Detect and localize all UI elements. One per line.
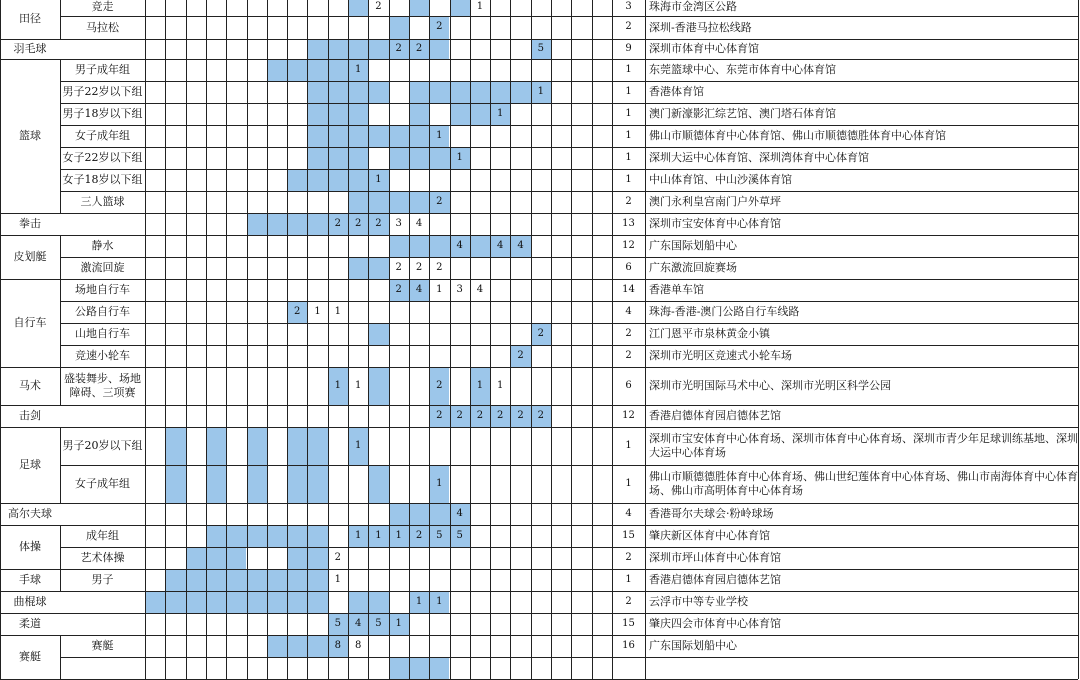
sport-label: 拳击 [19, 217, 41, 231]
grid-gap [60, 592, 61, 613]
shaded-day-cell [247, 465, 267, 503]
venue-text: 香港体育馆 [649, 85, 704, 99]
grid-line [60, 525, 1078, 526]
venue-text: 广东国际划船中心 [649, 639, 737, 653]
event-total: 2 [625, 349, 632, 361]
medal-count: 1 [354, 63, 362, 75]
medal-count: 4 [354, 617, 362, 629]
grid-line [60, 147, 1078, 148]
medal-count: 2 [476, 409, 484, 421]
grid-line [60, 367, 1078, 368]
sport-label: 自行车 [13, 316, 47, 330]
event-label: 竞速小轮车 [75, 349, 130, 363]
venue-text: 广东激流回旋赛场 [649, 261, 737, 275]
grid-line [287, 0, 288, 679]
medal-count: 1 [456, 151, 463, 163]
sport-label: 柔道 [19, 617, 41, 631]
sport-label: 击剑 [19, 409, 41, 423]
grid-line [145, 0, 146, 679]
medal-count: 1 [375, 173, 382, 185]
event-label: 女子22岁以下组 [62, 151, 143, 165]
medal-count: 1 [476, 0, 484, 12]
event-total: 4 [625, 305, 632, 317]
medal-count: 1 [314, 305, 321, 317]
event-label: 激流回旋 [80, 261, 125, 275]
grid-line [60, 81, 1078, 82]
shaded-day-cell [409, 0, 429, 16]
medal-count: 1 [334, 379, 342, 391]
shaded-day-cell [206, 427, 226, 465]
grid-line [0, 613, 60, 614]
event-total: 3 [625, 0, 632, 12]
medal-count: 2 [395, 261, 402, 273]
medal-count: 3 [395, 217, 402, 229]
event-total: 1 [625, 573, 632, 585]
medal-count: 1 [497, 107, 504, 119]
grid-line [60, 103, 1078, 104]
event-label: 男子18岁以下组 [62, 107, 143, 121]
grid-line [60, 191, 1078, 192]
grid-line [60, 345, 1078, 346]
medal-count: 2 [436, 409, 443, 421]
event-total: 4 [625, 507, 632, 519]
event-label: 盛装舞步、场地障碍、三项赛 [64, 372, 141, 399]
event-total: 1 [625, 129, 632, 141]
event-total: 2 [625, 551, 632, 563]
grid-line [0, 235, 60, 236]
medal-count: 1 [334, 573, 342, 585]
grid-line [60, 279, 1078, 280]
medal-count: 1 [436, 477, 443, 489]
shaded-day-cell [368, 323, 388, 345]
medal-count: 4 [415, 283, 423, 295]
shaded-day-cell [165, 465, 185, 503]
grid-line [409, 0, 410, 679]
medal-count: 2 [334, 217, 342, 229]
medal-count: 8 [354, 639, 362, 651]
medal-count: 1 [436, 129, 443, 141]
grid-line [226, 0, 227, 679]
event-label: 竞走 [91, 0, 114, 14]
grid-line [186, 0, 187, 679]
event-total: 1 [625, 107, 632, 119]
grid-line [1078, 0, 1079, 679]
medal-count: 2 [436, 261, 443, 273]
shaded-day-cell [368, 367, 388, 405]
sport-label: 赛艇 [19, 650, 41, 664]
sport-label: 马术 [19, 379, 41, 393]
grid-gap [60, 214, 61, 235]
event-total: 15 [622, 529, 635, 541]
medal-count: 1 [497, 379, 504, 391]
grid-line [60, 301, 1078, 302]
venue-text: 深圳市宝安体育中心体育馆 [649, 217, 781, 231]
event-total: 13 [622, 217, 635, 229]
venue-text: 香港启德体育园启德体艺馆 [649, 409, 781, 423]
shaded-day-cell [165, 427, 185, 465]
grid-line [60, 657, 1078, 658]
event-label: 场地自行车 [75, 283, 130, 297]
event-total: 1 [625, 173, 632, 185]
event-label: 山地自行车 [75, 327, 130, 341]
medal-count: 2 [517, 349, 524, 361]
grid-gap [60, 406, 61, 427]
grid-line [592, 0, 593, 679]
grid-line [307, 0, 308, 679]
venue-text: 珠海市金湾区公路 [649, 0, 737, 14]
event-total: 1 [625, 477, 632, 489]
grid-line [328, 0, 329, 679]
medal-count: 5 [537, 42, 545, 54]
grid-line [551, 0, 552, 679]
grid-line [490, 0, 491, 679]
sport-label: 田径 [19, 11, 41, 25]
grid-line [60, 257, 1078, 258]
medal-count: 8 [334, 639, 342, 651]
venue-text: 深圳市光明国际马术中心、深圳市光明区科学公园 [649, 379, 891, 393]
grid-line [0, 427, 60, 428]
sport-label: 篮球 [19, 129, 41, 143]
grid-line [429, 0, 430, 679]
medal-count: 2 [415, 261, 423, 273]
venue-text: 深圳市宝安体育中心体育场、深圳市体育中心体育场、深圳市青少年足球训练基地、深圳大运中心体育场 [649, 432, 1078, 459]
medal-count: 1 [334, 305, 342, 317]
medal-count: 4 [456, 507, 463, 519]
venue-text: 肇庆新区体育中心体育馆 [649, 529, 770, 543]
medal-count: 2 [537, 327, 545, 339]
sport-label: 手球 [19, 573, 41, 587]
grid-line [60, 169, 1078, 170]
medal-count: 2 [497, 409, 504, 421]
venue-text: 香港启德体育园启德体艺馆 [649, 573, 781, 587]
grid-line [0, 525, 60, 526]
sport-label: 羽毛球 [13, 42, 47, 56]
venue-text: 香港哥尔夫球会·粉岭球场 [649, 507, 774, 521]
event-label: 女子18岁以下组 [62, 173, 143, 187]
medal-count: 1 [354, 439, 362, 451]
grid-line [60, 569, 1078, 570]
medal-count: 2 [375, 0, 382, 12]
grid-line [0, 39, 60, 40]
shaded-day-cell [409, 103, 429, 125]
event-label: 男子 [91, 573, 114, 587]
grid-line [60, 547, 1078, 548]
medal-count: 2 [456, 409, 463, 421]
venue-text: 佛山市顺德德胜体育中心体育场、佛山世纪莲体育中心体育场、佛山市南海体育中心体育场、佛山市高明体育中心体育场 [649, 470, 1078, 497]
event-total: 12 [622, 409, 635, 421]
shaded-day-cell [247, 427, 267, 465]
grid-line [165, 0, 166, 679]
event-total: 2 [625, 327, 632, 339]
venue-text: 澳门永利皇宫南门户外草坪 [649, 195, 781, 209]
sport-label: 曲棍球 [13, 595, 47, 609]
grid-line [0, 367, 60, 368]
grid-line [348, 0, 349, 679]
grid-line [510, 0, 511, 679]
grid-line [531, 0, 532, 679]
venue-text: 深圳市光明区竞速式小轮车场 [649, 349, 792, 363]
shaded-day-cell [307, 147, 368, 169]
shaded-day-cell [307, 103, 368, 125]
medal-count: 2 [517, 409, 524, 421]
medal-count: 2 [537, 409, 545, 421]
grid-line [60, 125, 1078, 126]
grid-line [0, 503, 60, 504]
grid-line [60, 39, 1078, 40]
venue-text: 佛山市顺德体育中心体育馆、佛山市顺德德胜体育中心体育馆 [649, 129, 946, 143]
medal-count: 2 [415, 529, 423, 541]
grid-line [60, 635, 1078, 636]
medal-count: 2 [395, 42, 402, 54]
venue-text: 江门恩平市泉林黄金小镇 [649, 327, 770, 341]
event-label: 艺术体操 [80, 551, 125, 565]
medal-count: 1 [476, 379, 484, 391]
grid-line [60, 503, 1078, 504]
grid-line [267, 0, 268, 679]
venue-text: 肇庆四会市体育中心体育馆 [649, 617, 781, 631]
medal-count: 3 [456, 283, 463, 295]
medal-count: 4 [497, 239, 504, 251]
medal-count: 2 [415, 42, 423, 54]
event-total: 6 [625, 261, 632, 273]
grid-line [60, 405, 1078, 406]
event-label: 男子20岁以下组 [62, 439, 143, 453]
shaded-day-cell [389, 657, 450, 679]
medal-count: 5 [334, 617, 342, 629]
grid-line [206, 0, 207, 679]
event-label: 静水 [91, 239, 114, 253]
medal-count: 5 [375, 617, 382, 629]
grid-line [60, 465, 1078, 466]
grid-line [60, 16, 1078, 17]
grid-line [0, 213, 60, 214]
grid-line [60, 0, 61, 679]
medal-count: 1 [537, 85, 545, 97]
event-label: 赛艇 [91, 639, 114, 653]
event-label: 成年组 [86, 529, 119, 543]
medal-count: 1 [354, 529, 362, 541]
grid-line [60, 59, 1078, 60]
event-total: 16 [622, 639, 635, 651]
medal-count: 5 [456, 529, 463, 541]
shaded-day-cell [145, 591, 328, 613]
grid-line [0, 591, 60, 592]
grid-line [247, 0, 248, 679]
grid-line [368, 0, 369, 679]
grid-line [0, 0, 1, 679]
grid-line [0, 279, 60, 280]
sport-label: 体操 [19, 540, 41, 554]
venue-text: 深圳市体育中心体育馆 [649, 42, 759, 56]
grid-line [0, 635, 60, 636]
medal-count: 1 [395, 617, 402, 629]
event-total: 9 [625, 42, 632, 54]
medal-count: 2 [395, 283, 402, 295]
grid-line [571, 0, 572, 679]
shaded-day-cell [186, 547, 247, 569]
shaded-day-cell [368, 465, 388, 503]
grid-line [60, 235, 1078, 236]
grid-gap [60, 40, 61, 59]
medal-count: 4 [415, 217, 423, 229]
event-total: 15 [622, 617, 635, 629]
event-label: 男子成年组 [75, 63, 130, 77]
event-total: 6 [625, 379, 632, 391]
venue-text: 香港单车馆 [649, 283, 704, 297]
medal-count: 4 [476, 283, 484, 295]
medal-count: 2 [354, 217, 362, 229]
event-label: 男子22岁以下组 [62, 85, 143, 99]
medal-count: 2 [436, 379, 443, 391]
medal-count: 1 [375, 529, 382, 541]
medal-count: 2 [294, 305, 301, 317]
grid-line [0, 59, 60, 60]
venue-text: 中山体育馆、中山沙溪体育馆 [649, 173, 792, 187]
event-total: 2 [625, 595, 632, 607]
shaded-day-cell [450, 0, 470, 16]
grid-line [645, 0, 646, 679]
grid-line [60, 323, 1078, 324]
venue-text: 广东国际划船中心 [649, 239, 737, 253]
event-label: 公路自行车 [75, 305, 130, 319]
shaded-day-cell [409, 81, 429, 103]
event-total: 14 [622, 283, 635, 295]
shaded-day-cell [389, 16, 409, 39]
venue-text: 东莞篮球中心、东莞市体育中心体育馆 [649, 63, 836, 77]
sport-label: 足球 [19, 458, 41, 472]
medal-count: 4 [456, 239, 463, 251]
grid-line [470, 0, 471, 679]
event-total: 1 [625, 151, 632, 163]
medal-count: 4 [517, 239, 524, 251]
venue-text: 深圳大运中心体育馆、深圳湾体育中心体育馆 [649, 151, 869, 165]
grid-line [60, 613, 1078, 614]
medal-count: 2 [375, 217, 382, 229]
event-total: 12 [622, 239, 635, 251]
venue-text: 深圳-香港马拉松线路 [649, 20, 752, 34]
event-label: 女子成年组 [75, 129, 130, 143]
event-total: 1 [625, 85, 632, 97]
medal-count: 1 [436, 595, 443, 607]
venue-text: 澳门新濠影汇综艺馆、澳门塔石体育馆 [649, 107, 836, 121]
medal-count: 2 [334, 551, 342, 563]
grid-line [60, 427, 1078, 428]
grid-line [60, 213, 1078, 214]
grid-line [0, 405, 60, 406]
event-total: 2 [625, 21, 632, 33]
grid-line [612, 0, 613, 679]
event-total: 2 [625, 195, 632, 207]
sport-label: 皮划艇 [13, 250, 47, 264]
medal-count: 1 [415, 595, 423, 607]
event-label: 马拉松 [86, 20, 119, 34]
grid-gap [60, 504, 61, 525]
medal-count: 5 [436, 529, 443, 541]
grid-gap [60, 614, 61, 635]
grid-line [0, 569, 60, 570]
event-label: 女子成年组 [75, 477, 130, 491]
medal-count: 2 [436, 21, 443, 33]
shaded-day-cell [348, 0, 368, 16]
grid-line [60, 591, 1078, 592]
venue-text: 珠海-香港-澳门公路自行车线路 [649, 305, 800, 319]
shaded-day-cell [206, 465, 226, 503]
grid-line [389, 0, 390, 679]
event-label: 三人篮球 [80, 195, 125, 209]
medal-count: 1 [354, 379, 362, 391]
medal-count: 2 [436, 195, 443, 207]
event-total: 1 [625, 63, 632, 75]
sport-label: 高尔夫球 [8, 507, 52, 521]
medal-count: 1 [395, 529, 402, 541]
medal-count: 1 [436, 283, 443, 295]
grid-line [450, 0, 451, 679]
event-total: 1 [625, 439, 632, 451]
venue-text: 深圳市坪山体育中心体育馆 [649, 551, 781, 565]
venue-text: 云浮市中等专业学校 [649, 595, 748, 609]
